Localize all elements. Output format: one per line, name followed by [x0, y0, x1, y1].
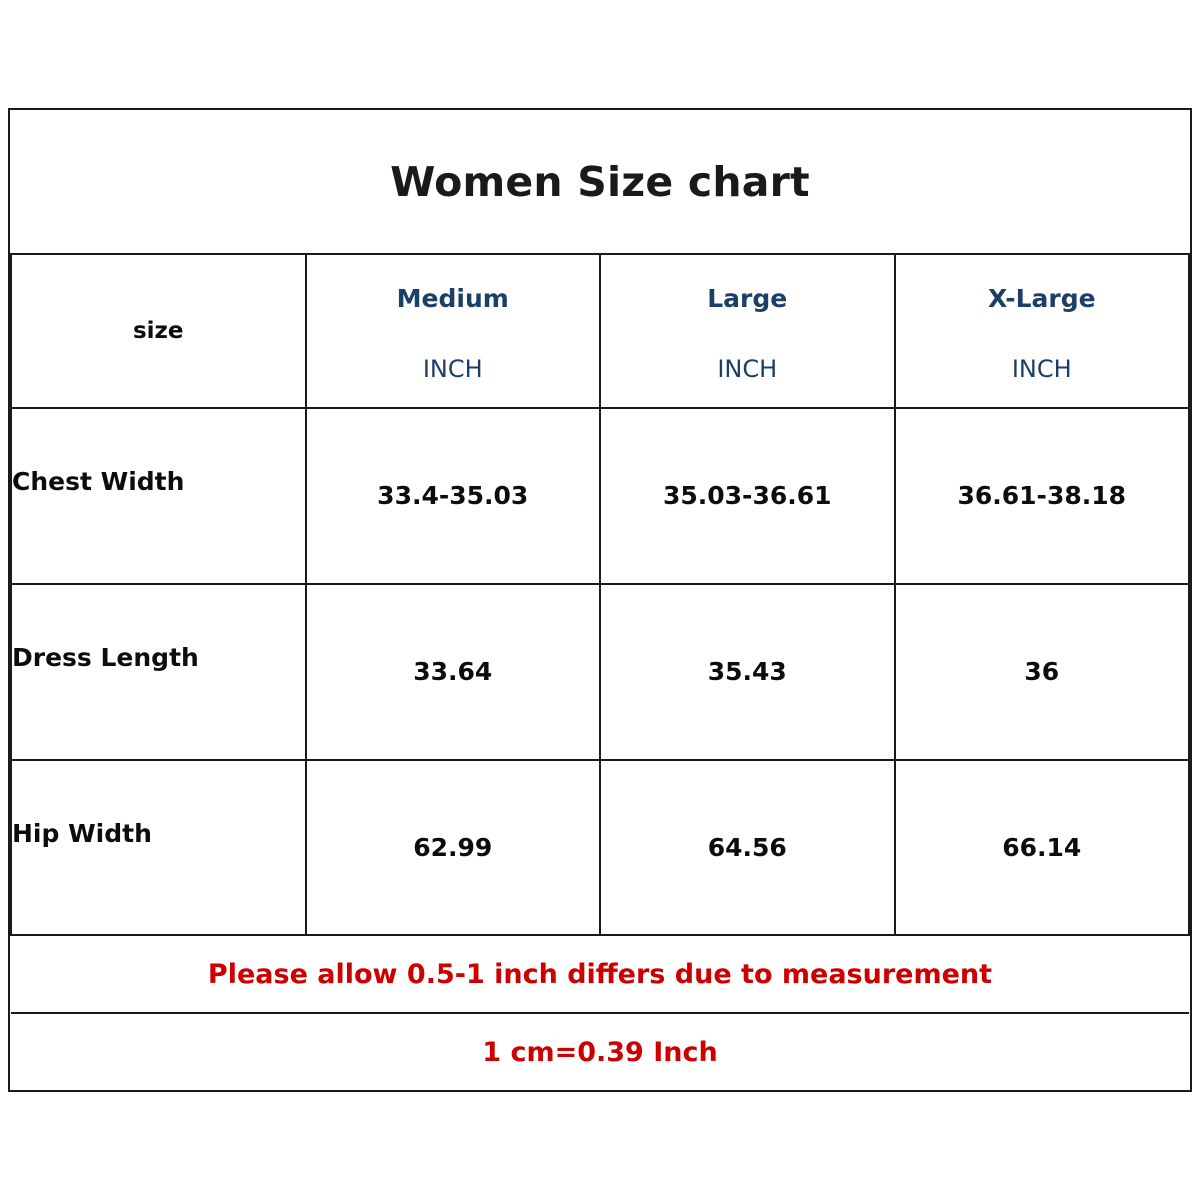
table-row	[11, 584, 1189, 760]
header-size-label: size	[11, 254, 306, 407]
cell-chest-width-xlarge: 36.61-38.18	[895, 408, 1190, 584]
cell-hip-width-xlarge: 66.14	[895, 760, 1190, 936]
note-row-1	[11, 935, 1189, 1013]
measurement-note: Please allow 0.5-1 inch differs due to measurement	[11, 935, 1189, 1013]
row-label-chest-width-text: Chest Width	[12, 467, 185, 497]
header-column-xlarge-label: X-Large	[987, 284, 1096, 314]
header-column-xlarge-unit: INCH	[1011, 354, 1072, 383]
row-label-dress-length-text: Dress Length	[12, 643, 199, 673]
header-column-xlarge	[895, 254, 1190, 407]
header-column-large-unit: INCH	[717, 354, 778, 383]
cell-dress-length-xlarge: 36	[895, 584, 1190, 760]
note-row-2	[11, 1013, 1189, 1090]
table-row	[11, 408, 1189, 584]
cell-dress-length-medium: 33.64	[306, 584, 601, 760]
cell-chest-width-large: 35.03-36.61	[600, 408, 895, 584]
size-chart-table	[10, 110, 1190, 1090]
row-label-chest-width	[11, 408, 306, 584]
table-row	[11, 760, 1189, 936]
row-label-hip-width	[11, 760, 306, 936]
cell-hip-width-medium: 62.99	[306, 760, 601, 936]
chart-title: Women Size chart	[390, 157, 810, 206]
title-row	[11, 110, 1189, 254]
row-label-hip-width-text: Hip Width	[12, 819, 152, 849]
chart-title-cell	[11, 110, 1189, 254]
cell-hip-width-large: 64.56	[600, 760, 895, 936]
header-column-medium	[306, 254, 601, 407]
row-label-dress-length	[11, 584, 306, 760]
header-row	[11, 254, 1189, 407]
cell-chest-width-medium: 33.4-35.03	[306, 408, 601, 584]
conversion-note: 1 cm=0.39 Inch	[11, 1013, 1189, 1090]
header-column-large-label: Large	[707, 284, 788, 314]
header-column-medium-label: Medium	[396, 284, 509, 314]
header-column-large	[600, 254, 895, 407]
cell-dress-length-large: 35.43	[600, 584, 895, 760]
size-chart-container	[8, 108, 1192, 1092]
header-column-medium-unit: INCH	[422, 354, 483, 383]
